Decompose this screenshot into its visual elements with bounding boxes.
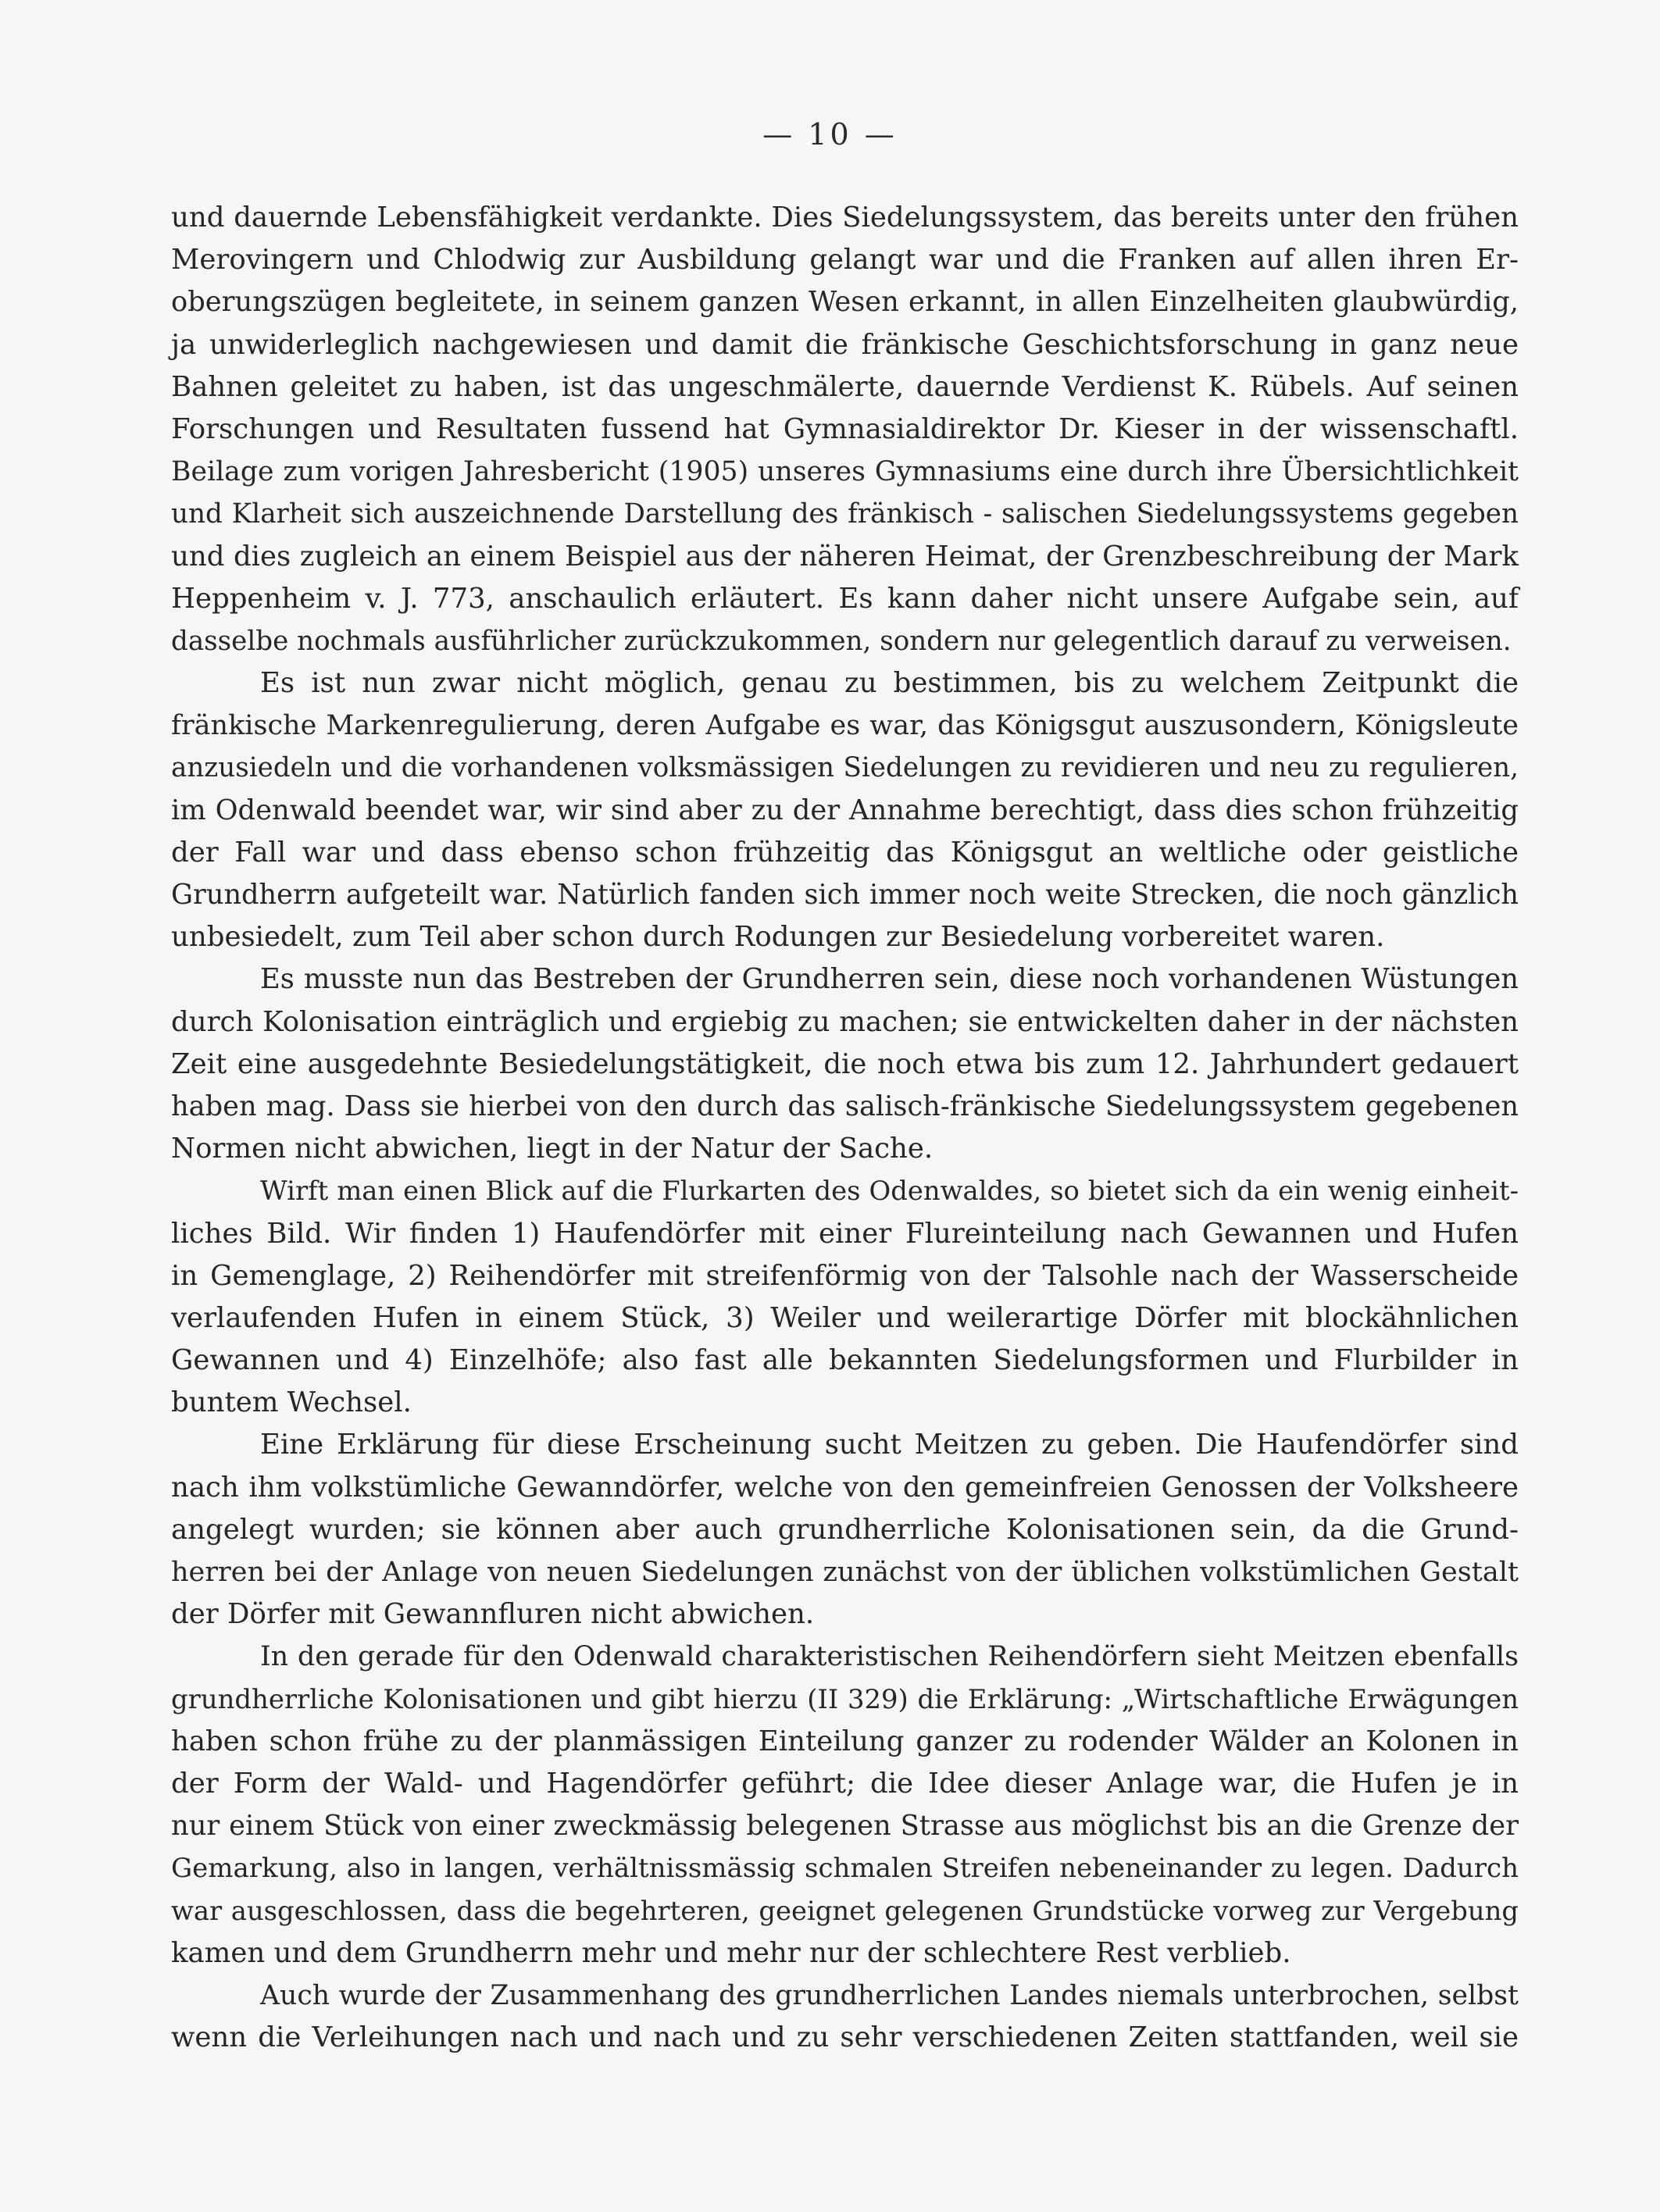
text-line: dasselbe nochmals ausführlicher zurückzukommen, sondern nur gelegentlich darauf zu verweisen. xyxy=(171,625,1512,657)
text-line: und Klarheit sich auszeichnende Darstellung des fränkisch - salischen Siedelungssystems gegeben xyxy=(171,498,1519,530)
text-line: wenn die Verleihungen nach und nach und zu sehr verschiedenen Zeiten stattfanden, weil sie xyxy=(171,2021,1519,2054)
text-line: Es ist nun zwar nicht möglich, genau zu bestimmen, bis zu welchem Zeitpunkt die xyxy=(260,667,1519,700)
text-line: Heppenheim v. J. 773, anschaulich erläutert. Es kann daher nicht unsere Aufgabe sein, auf xyxy=(171,582,1519,615)
text-line: der Fall war und dass ebenso schon frühzeitig das Königsgut an weltliche oder geistliche xyxy=(171,836,1519,869)
text-line: war ausgeschlossen, dass die begehrteren, geeignet gelegenen Grundstücke vorweg zur Vergebung xyxy=(171,1895,1519,1926)
text-line: durch Kolonisation einträglich und ergiebig zu machen; sie entwickelten daher in der nächsten xyxy=(171,1005,1519,1038)
text-line: angelegt wurden; sie können aber auch grundherrliche Kolonisationen sein, da die Grund- xyxy=(171,1513,1519,1546)
text-line: Gemarkung, also in langen, verhältnissmässig schmalen Streifen nebeneinander zu legen. Dadurch xyxy=(171,1853,1519,1885)
text-line: unbesiedelt, zum Teil aber schon durch Rodungen zur Besiedelung vorbereitet waren. xyxy=(171,921,1385,954)
text-line: Wirft man einen Blick auf die Flurkarten des Odenwaldes, so bietet sich da ein wenig einheit- xyxy=(260,1176,1519,1207)
text-line: liches Bild. Wir finden 1) Haufendörfer mit einer Flureinteilung nach Gewannen und Hufen xyxy=(171,1217,1519,1250)
text-line: und dies zugleich an einem Beispiel aus der näheren Heimat, der Grenzbeschreibung der Mark xyxy=(171,540,1519,573)
text-line: In den gerade für den Odenwald charakteristischen Reihendörfern sieht Meitzen ebenfalls xyxy=(260,1641,1519,1673)
body-text xyxy=(171,197,1519,2059)
text-line: Es musste nun das Bestreben der Grundherren sein, diese noch vorhandenen Wüstungen xyxy=(260,963,1519,996)
text-line: im Odenwald beendet war, wir sind aber zu der Annahme berechtigt, dass dies schon frühzeitig xyxy=(171,794,1519,826)
text-line: nach ihm volkstümliche Gewanndörfer, welche von den gemeinfreien Genossen der Volksheere xyxy=(171,1471,1519,1504)
text-line: grundherrliche Kolonisationen und gibt hierzu (II 329) die Erklärung: „Wirtschaftliche Erwägungen xyxy=(171,1683,1519,1714)
text-line: Merovingern und Chlodwig zur Ausbildung gelangt war und die Franken auf allen ihren Er- xyxy=(171,244,1519,276)
text-line: haben mag. Dass sie hierbei von den durch das salisch-fränkische Siedelungssystem gegebenen xyxy=(171,1090,1519,1122)
text-line: Eine Erklärung für diese Erscheinung sucht Meitzen zu geben. Die Haufendörfer sind xyxy=(260,1429,1519,1461)
text-line: der Form der Wald- und Hagendörfer geführt; die Idee dieser Anlage war, die Hufen je in xyxy=(171,1767,1519,1800)
text-line: Gewannen und 4) Einzelhöfe; also fast alle bekannten Siedelungsformen und Flurbilder in xyxy=(171,1344,1519,1377)
text-line: ja unwiderleglich nachgewiesen und damit die fränkische Geschichtsforschung in ganz neue xyxy=(171,328,1519,361)
text-line: und dauernde Lebensfähigkeit verdankte. Dies Siedelungssystem, das bereits unter den frühen xyxy=(171,202,1519,234)
text-line: in Gemenglage, 2) Reihendörfer mit streifenförmig von der Talsohle nach der Wasserscheide xyxy=(171,1259,1519,1292)
text-line: nur einem Stück von einer zweckmässig belegenen Strasse aus möglichst bis an die Grenze der xyxy=(171,1810,1519,1843)
page-number: — 10 — xyxy=(762,117,898,152)
text-line: anzusiedeln und die vorhandenen volksmässigen Siedelungen zu revidieren und neu zu regulieren, xyxy=(171,752,1519,784)
text-line: Normen nicht abwichen, liegt in der Natur der Sache. xyxy=(171,1133,934,1165)
text-line: kamen und dem Grundherrn mehr und mehr nur der schlechtere Rest verblieb. xyxy=(171,1936,1291,1969)
text-line: Auch wurde der Zusammenhang des grundherrlichen Landes niemals unterbrochen, selbst xyxy=(260,1979,1519,2011)
text-line: der Dörfer mit Gewannfluren nicht abwichen. xyxy=(171,1598,815,1631)
text-line: verlaufenden Hufen in einem Stück, 3) Weiler und weilerartige Dörfer mit blockähnlichen xyxy=(171,1301,1519,1334)
text-line: buntem Wechsel. xyxy=(171,1386,412,1419)
text-line: Forschungen und Resultaten fussend hat Gymnasialdirektor Dr. Kieser in der wissenschaftl. xyxy=(171,412,1519,445)
text-line: oberungszügen begleitete, in seinem ganzen Wesen erkannt, in allen Einzelheiten glaubwürdig, xyxy=(171,286,1519,319)
text-line: Grundherrn aufgeteilt war. Natürlich fanden sich immer noch weite Strecken, die noch gänzlich xyxy=(171,879,1519,911)
text-line: Beilage zum vorigen Jahresbericht (1905) unseres Gymnasiums eine durch ihre Übersichtlichkeit xyxy=(171,456,1519,488)
text-line: Zeit eine ausgedehnte Besiedelungstätigkeit, die noch etwa bis zum 12. Jahrhundert gedauert xyxy=(171,1047,1519,1080)
text-line: haben schon frühe zu der planmässigen Einteilung ganzer zu rodender Wälder an Kolonen in xyxy=(171,1725,1519,1757)
text-line: fränkische Markenregulierung, deren Aufgabe es war, das Königsgut auszusondern, Königsleute xyxy=(171,710,1519,742)
text-line: herren bei der Anlage von neuen Siedelungen zunächst von der üblichen volkstümlichen Gestalt xyxy=(171,1556,1519,1588)
text-line: Bahnen geleitet zu haben, ist das ungeschmälerte, dauernde Verdienst K. Rübels. Auf seinen xyxy=(171,370,1519,403)
